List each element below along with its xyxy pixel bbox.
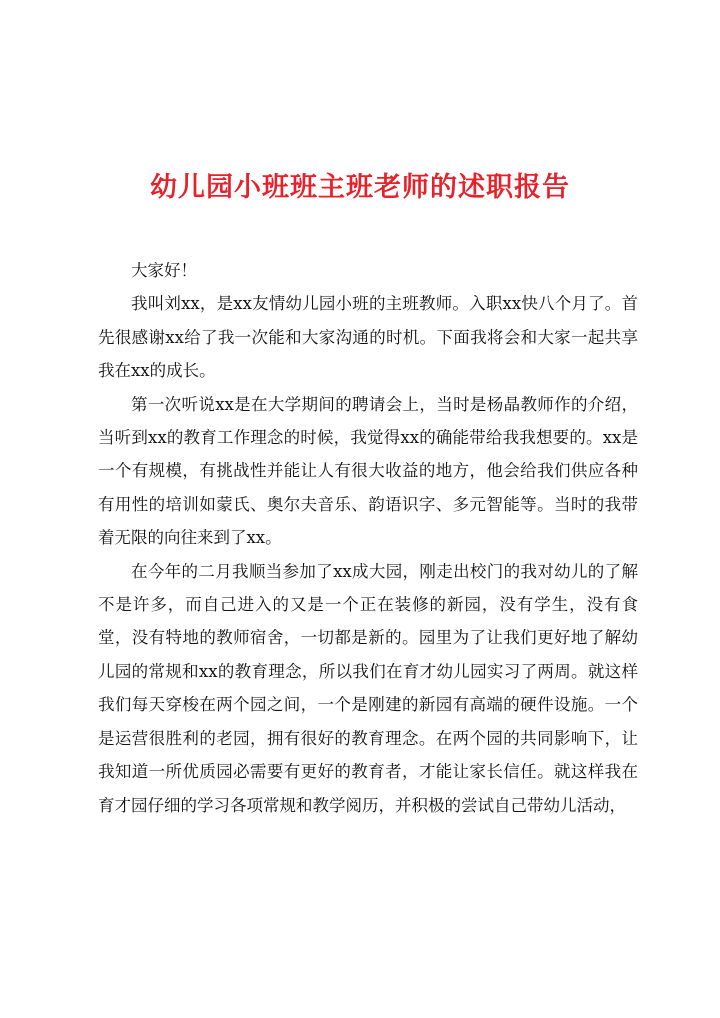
- paragraph-first-impression: 第一次听说xx是在大学期间的聘请会上，当时是杨晶教师作的介绍，当听到xx的教育工作理念的时候，我觉得xx的确能带给我我想要的。xx是一个有规模，有挑战性并能让人有很大收益的地方，他会给我们供应各种有用性的培训如蒙氏、奥尔夫音乐、韵语识字、多元智能等。当时的我带着无限的向往来到了xx。: [98, 394, 638, 548]
- document-title: 幼儿园小班班主班老师的述职报告: [150, 172, 570, 204]
- paragraph-introduction: 我叫刘xx，是xx友情幼儿园小班的主班教师。入职xx快八个月了。首先很感谢xx给了我一次能和大家沟通的时机。下面我将会和大家一起共享我在xx的成长。: [98, 294, 638, 381]
- document-body: [98, 254, 638, 822]
- paragraph-joining-experience: 在今年的二月我顺当参加了xx成大园，刚走出校门的我对幼儿的了解不是许多，而自己进入的又是一个正在装修的新园，没有学生，没有食堂，没有特地的教师宿舍，一切都是新的。园里为了让我们更好地了解幼儿园的常规和xx的教育理念，所以我们在育才幼儿园实习了两周。就这样我们每天穿梭在两个园之间，一个是刚建的新园有高端的硬件设施。一个是运营很胜利的老园，拥有很好的教育理念。在两个园的共同影响下，让我知道一所优质园必需要有更好的教育者，才能让家长信任。就这样我在育才园仔细的学习各项常规和教学阅历，并积极的尝试自己带幼儿活动，: [98, 561, 638, 815]
- paragraph-greeting: 大家好！: [131, 261, 197, 280]
